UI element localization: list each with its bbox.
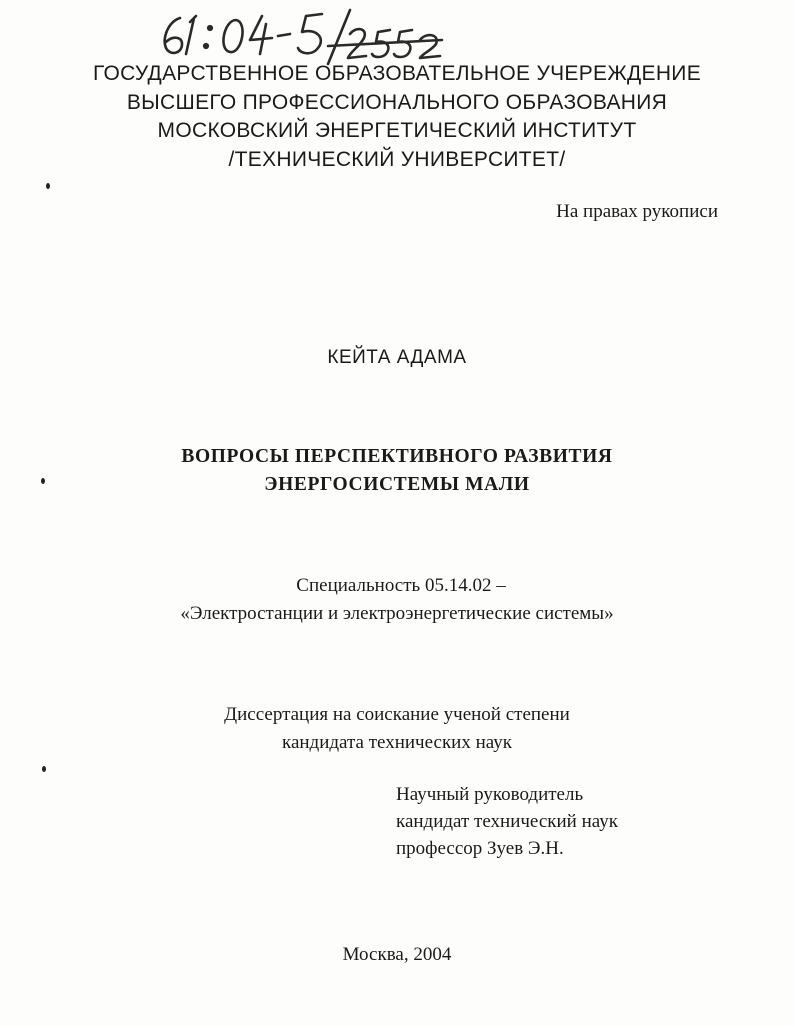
institution-line-2: ВЫСШЕГО ПРОФЕССИОНАЛЬНОГО ОБРАЗОВАНИЯ [126, 91, 668, 114]
specialty-line-1: Специальность 05.14.02 – [296, 575, 506, 596]
manuscript-note: На правах рукописи [556, 201, 718, 222]
supervisor-line-2: кандидат технический наук [396, 811, 618, 832]
handwritten-archive-number [150, 4, 450, 68]
title-line-2: ЭНЕРГОСИСТЕМЫ МАЛИ [264, 474, 530, 495]
scan-mark [42, 766, 46, 772]
supervisor-line-3: профессор Зуев Э.Н. [396, 838, 564, 859]
specialty-line-2: «Электростанции и электроэнергетические системы» [180, 603, 614, 624]
institution-line-4: /ТЕХНИЧЕСКИЙ УНИВЕРСИТЕТ/ [228, 148, 566, 171]
scan-mark [41, 478, 45, 484]
scan-mark [46, 183, 50, 189]
degree-line-1: Диссертация на соискание ученой степени [224, 704, 570, 725]
city-year: Москва, 2004 [342, 944, 452, 965]
author-name: КЕЙТА АДАМА [327, 347, 467, 368]
title-line-1: ВОПРОСЫ ПЕРСПЕКТИВНОГО РАЗВИТИЯ [181, 446, 613, 467]
supervisor-line-1: Научный руководитель [396, 784, 584, 805]
degree-line-2: кандидата технических наук [282, 732, 512, 753]
institution-line-1: ГОСУДАРСТВЕННОЕ ОБРАЗОВАТЕЛЬНОЕ УЧЕРЕЖДЕНИЕ [92, 62, 702, 85]
institution-line-3: МОСКОВСКИЙ ЭНЕРГЕТИЧЕСКИЙ ИНСТИТУТ [157, 119, 637, 142]
